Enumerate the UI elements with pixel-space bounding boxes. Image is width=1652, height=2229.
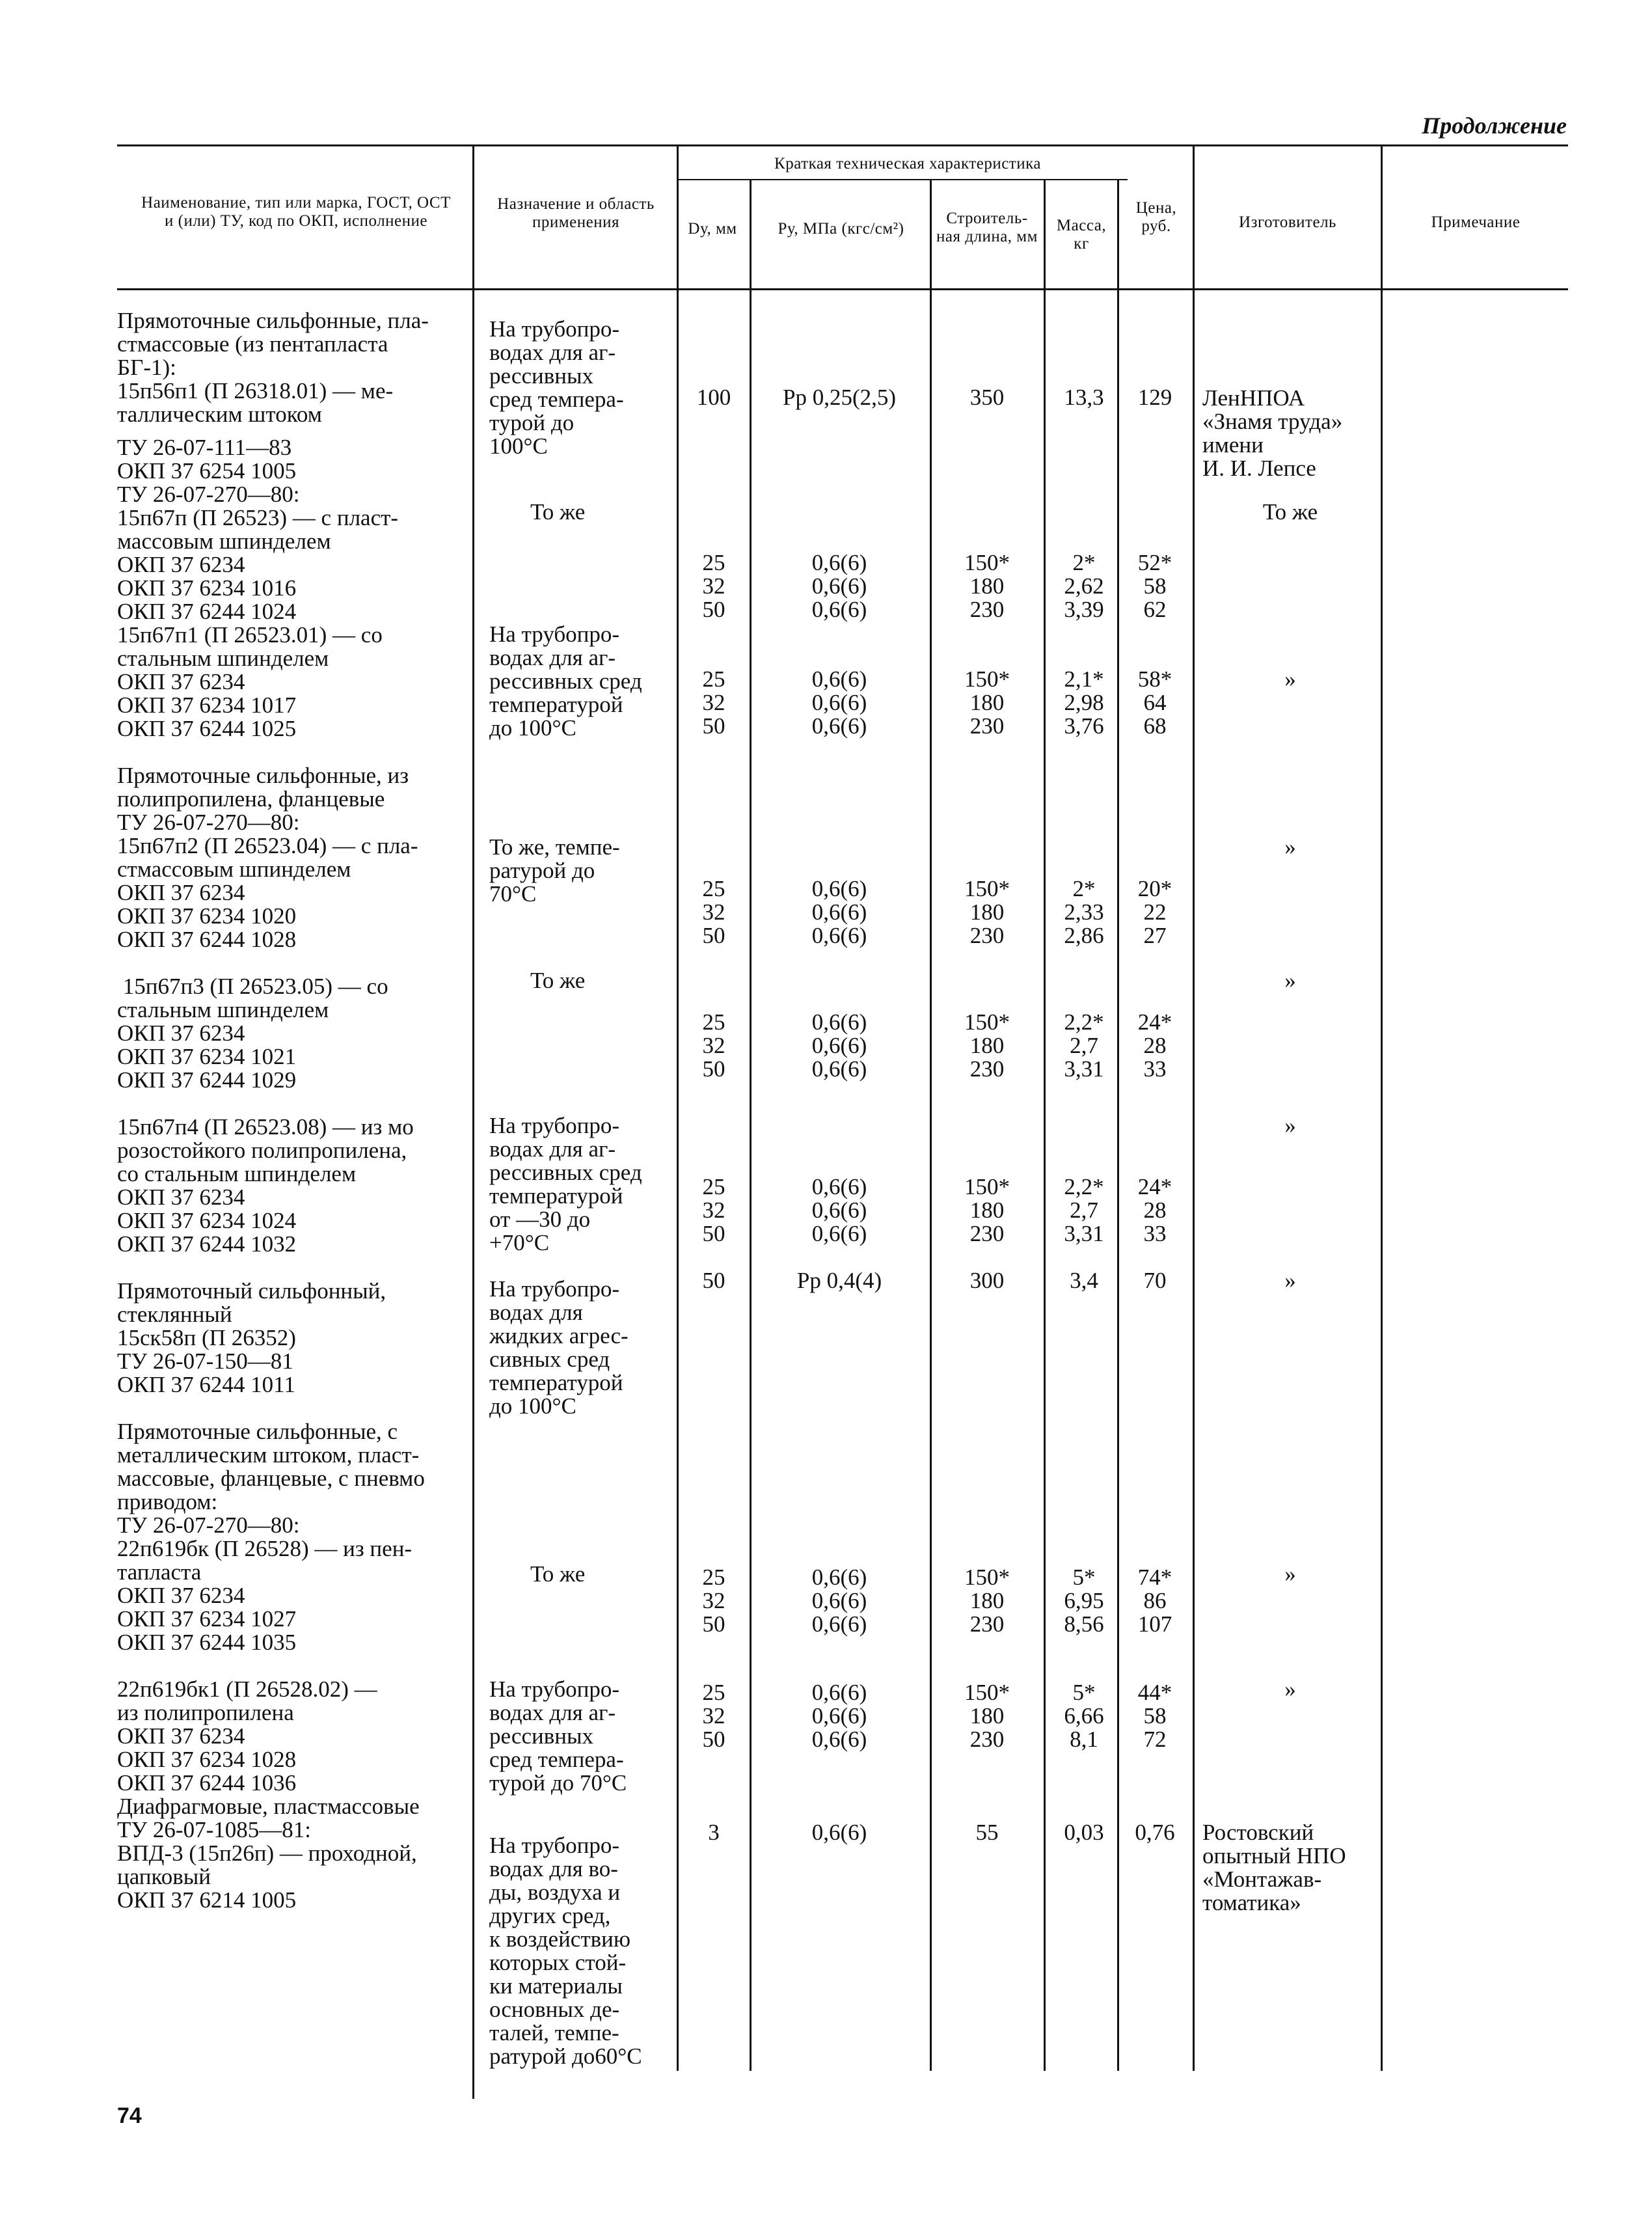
price-cell: 58* 64 68 (1137, 666, 1172, 739)
name-line: приводом: (117, 1489, 218, 1514)
dy-cell: 25 32 50 (702, 1009, 725, 1082)
col-divider-name (472, 144, 474, 2099)
table-top-rule (117, 144, 1568, 146)
maker-cell: Ростовский опытный НПО «Монтажав- томатика» (1202, 1820, 1346, 1915)
header-note: Примечание (1431, 213, 1521, 231)
purpose-cell: На трубопро- водах для аг- рессивных сред темпера- турой до 100°С (489, 316, 624, 459)
dy-cell: 25 32 50 (702, 1565, 725, 1637)
name-line: ТУ 26-07-270—80: (117, 1512, 300, 1538)
col-divider-length (1044, 180, 1046, 2071)
purpose-cell: То же (530, 968, 586, 993)
maker-cell: То же (1262, 499, 1318, 525)
name-line: ОКП 37 6234 (117, 1020, 245, 1046)
name-line: Диафрагмовые, пластмассовые (117, 1794, 420, 1819)
maker-cell: » (1284, 834, 1296, 860)
name-line: из полипропилена (117, 1700, 294, 1725)
name-line: 15п67п4 (П 26523.08) — из мо (117, 1114, 414, 1140)
dy-cell: 25 32 50 (702, 666, 725, 739)
py-cell: 0,6(6) 0,6(6) 0,6(6) (811, 1009, 867, 1082)
name-line: стмассовые (из пентапласта (117, 331, 388, 357)
name-line: ОКП 37 6244 1025 (117, 716, 297, 741)
dy-cell: 25 32 50 (702, 1174, 725, 1246)
name-line: ВПД-3 (15п26п) — проходной, (117, 1840, 417, 1866)
py-cell: Pр 0,25(2,5) (782, 385, 897, 410)
py-cell: 0,6(6) 0,6(6) 0,6(6) (811, 1680, 867, 1752)
length-cell: 150* 180 230 (964, 1009, 1010, 1082)
name-line: 15п67п (П 26523) — с пласт- (117, 505, 399, 530)
name-line: ОКП 37 6234 1021 (117, 1044, 297, 1069)
mass-cell: 2* 2,33 2,86 (1064, 876, 1104, 948)
length-cell: 55 (975, 1820, 999, 1845)
name-line: ТУ 26-07-111—83 (117, 435, 292, 460)
py-cell: 0,6(6) 0,6(6) 0,6(6) (811, 1565, 867, 1637)
py-cell: 0,6(6) 0,6(6) 0,6(6) (811, 666, 867, 739)
name-line: БГ-1): (117, 355, 176, 380)
dy-cell: 3 (708, 1820, 720, 1845)
name-line: Прямоточные сильфонные, из (117, 763, 409, 788)
name-line: стмассовым шпинделем (117, 856, 351, 882)
maker-cell: » (1284, 968, 1296, 993)
price-cell: 24* 28 33 (1137, 1174, 1172, 1246)
mass-cell: 13,3 (1064, 385, 1104, 410)
length-cell: 150* 180 230 (964, 666, 1010, 739)
page-number: 74 (117, 2103, 142, 2128)
dy-cell: 25 32 50 (702, 876, 725, 948)
header-py: Pу, МПа (кгс/см²) (778, 220, 904, 238)
maker-cell: » (1284, 1268, 1296, 1293)
purpose-cell: На трубопро- водах для во- ды, воздуха и других сред, к воздействию которых стой- ки материалы основных де- талей, темпе- ратурой до60°С (489, 1833, 642, 2069)
name-line: ТУ 26-07-150—81 (117, 1348, 293, 1374)
name-line: 15ск58п (П 26352) (117, 1325, 296, 1350)
col-divider-py (930, 180, 932, 2071)
name-line: тапласта (117, 1559, 202, 1585)
name-line: ОКП 37 6234 (117, 1184, 245, 1210)
mass-cell: 3,4 (1070, 1268, 1098, 1293)
header-dy: Dу, мм (688, 220, 737, 238)
length-cell: 150* 180 230 (964, 1680, 1010, 1752)
name-line: ОКП 37 6214 1005 (117, 1887, 297, 1913)
mass-cell: 2,1* 2,98 3,76 (1064, 666, 1104, 739)
name-line: ОКП 37 6234 (117, 880, 245, 905)
purpose-cell: На трубопро- водах для жидких агрес- сивных сред температурой до 100°С (489, 1276, 629, 1419)
name-line: ОКП 37 6254 1005 (117, 458, 297, 484)
name-line: ОКП 37 6234 1016 (117, 575, 297, 601)
mass-cell: 5* 6,95 8,56 (1064, 1565, 1104, 1637)
price-cell: 20* 22 27 (1137, 876, 1172, 948)
name-line: полипропилена, фланцевые (117, 786, 385, 812)
price-cell: 24* 28 33 (1137, 1009, 1172, 1082)
name-line: ТУ 26-07-270—80: (117, 482, 300, 507)
mass-cell: 2,2* 2,7 3,31 (1064, 1174, 1104, 1246)
col-divider-dy (750, 180, 752, 2071)
price-cell: 74* 86 107 (1137, 1565, 1172, 1637)
name-line: ОКП 37 6234 (117, 669, 245, 694)
name-line: ОКП 37 6244 1011 (117, 1372, 295, 1397)
name-line: таллическим штоком (117, 402, 322, 427)
name-line: массовые, фланцевые, с пневмо (117, 1466, 425, 1491)
py-cell: Pр 0,4(4) (796, 1268, 882, 1293)
purpose-cell: На трубопро- водах для аг- рессивных сред температурой от —30 до +70°С (489, 1113, 642, 1255)
maker-cell: » (1284, 1113, 1296, 1138)
price-cell: 129 (1137, 385, 1172, 410)
col-divider-mass (1117, 180, 1119, 2071)
name-line: розостойкого полипропилена, (117, 1138, 407, 1163)
name-line: ОКП 37 6244 1028 (117, 927, 297, 952)
name-line: ОКП 37 6244 1035 (117, 1630, 297, 1655)
price-cell: 70 (1143, 1268, 1167, 1293)
name-line: ОКП 37 6234 (117, 1723, 245, 1749)
length-cell: 150* 180 230 (964, 876, 1010, 948)
header-mass: Масса, кг (1056, 217, 1107, 253)
maker-cell: ЛенНПОА «Знамя труда» имени И. И. Лепсе (1202, 385, 1343, 481)
specs-group-rule (679, 179, 1128, 180)
name-line: со стальным шпинделем (117, 1161, 357, 1186)
col-divider-purpose (677, 144, 679, 2071)
length-cell: 150* 180 230 (964, 1174, 1010, 1246)
py-cell: 0,6(6) 0,6(6) 0,6(6) (811, 876, 867, 948)
name-line: стальным шпинделем (117, 997, 329, 1022)
continuation-label: Продолжение (1422, 113, 1567, 139)
price-cell: 52* 58 62 (1137, 550, 1172, 622)
name-line: 15п67п1 (П 26523.01) — со (117, 622, 383, 648)
maker-cell: » (1284, 666, 1296, 692)
name-line: ОКП 37 6234 1028 (117, 1747, 297, 1772)
name-line: 15п56п1 (П 26318.01) — ме- (117, 378, 394, 403)
name-line: ОКП 37 6234 (117, 1583, 245, 1608)
name-line: 15п67п2 (П 26523.04) — с пла- (117, 833, 418, 858)
name-line: ТУ 26-07-1085—81: (117, 1817, 311, 1842)
maker-cell: » (1284, 1676, 1296, 1702)
purpose-cell: То же (530, 1561, 586, 1587)
length-cell: 300 (969, 1268, 1005, 1293)
dy-cell: 25 32 50 (702, 550, 725, 622)
name-line: ОКП 37 6234 1024 (117, 1208, 297, 1233)
length-cell: 350 (969, 385, 1005, 410)
name-line: массовым шпинделем (117, 528, 331, 554)
length-cell: 150* 180 230 (964, 1565, 1010, 1637)
price-cell: 44* 58 72 (1137, 1680, 1172, 1752)
dy-cell: 50 (702, 1268, 725, 1293)
header-purpose: Назначение и область применения (497, 195, 655, 231)
purpose-cell: То же (530, 499, 586, 525)
name-line: ОКП 37 6234 (117, 552, 245, 577)
dy-cell: 25 32 50 (702, 1680, 725, 1752)
header-price: Цена, руб. (1135, 199, 1177, 235)
name-line: Прямоточный сильфонный, (117, 1278, 386, 1304)
name-line: 22п619бк1 (П 26528.02) — (117, 1676, 377, 1702)
name-line: цапковый (117, 1864, 211, 1889)
name-line: ОКП 37 6244 1036 (117, 1770, 297, 1796)
name-line: 22п619бк (П 26528) — из пен- (117, 1536, 413, 1561)
header-bottom-rule (117, 288, 1568, 290)
name-line: Прямоточные сильфонные, с (117, 1419, 398, 1444)
name-line: 15п67п3 (П 26523.05) — со (117, 974, 388, 999)
py-cell: 0,6(6) (811, 1820, 867, 1845)
name-line: ОКП 37 6234 1020 (117, 903, 297, 929)
header-specs-group: Краткая техническая характеристика (774, 155, 1041, 172)
header-length: Строитель-ная длина, мм (936, 210, 1038, 245)
name-line: ТУ 26-07-270—80: (117, 810, 300, 835)
dy-cell: 100 (696, 385, 731, 410)
mass-cell: 0,03 (1064, 1820, 1104, 1845)
name-line: стальным шпинделем (117, 646, 329, 671)
price-cell: 0,76 (1135, 1820, 1175, 1845)
purpose-cell: То же, темпе- ратурой до 70°С (489, 834, 620, 907)
py-cell: 0,6(6) 0,6(6) 0,6(6) (811, 550, 867, 622)
col-divider-price (1193, 144, 1195, 2071)
col-divider-maker (1381, 144, 1383, 2071)
mass-cell: 5* 6,66 8,1 (1064, 1680, 1104, 1752)
purpose-cell: На трубопро- водах для аг- рессивных сред темпера- турой до 70°С (489, 1676, 627, 1796)
name-line: ОКП 37 6234 1027 (117, 1606, 297, 1632)
name-line: ОКП 37 6244 1024 (117, 599, 297, 624)
mass-cell: 2* 2,62 3,39 (1064, 550, 1104, 622)
mass-cell: 2,2* 2,7 3,31 (1064, 1009, 1104, 1082)
maker-cell: » (1284, 1561, 1296, 1587)
name-line: ОКП 37 6244 1032 (117, 1231, 297, 1257)
purpose-cell: На трубопро- водах для аг- рессивных сред температурой до 100°С (489, 622, 642, 741)
name-line: металлическим штоком, пласт- (117, 1442, 420, 1468)
name-line: ОКП 37 6234 1017 (117, 692, 297, 718)
py-cell: 0,6(6) 0,6(6) 0,6(6) (811, 1174, 867, 1246)
header-name: Наименование, тип или марка, ГОСТ, ОСТ и (или) ТУ, код по ОКП, исполнение (141, 194, 451, 230)
name-line: ОКП 37 6244 1029 (117, 1067, 297, 1093)
length-cell: 150* 180 230 (964, 550, 1010, 622)
name-line: Прямоточные сильфонные, пла- (117, 308, 429, 333)
name-line: стеклянный (117, 1302, 232, 1327)
header-maker: Изготовитель (1239, 213, 1336, 231)
